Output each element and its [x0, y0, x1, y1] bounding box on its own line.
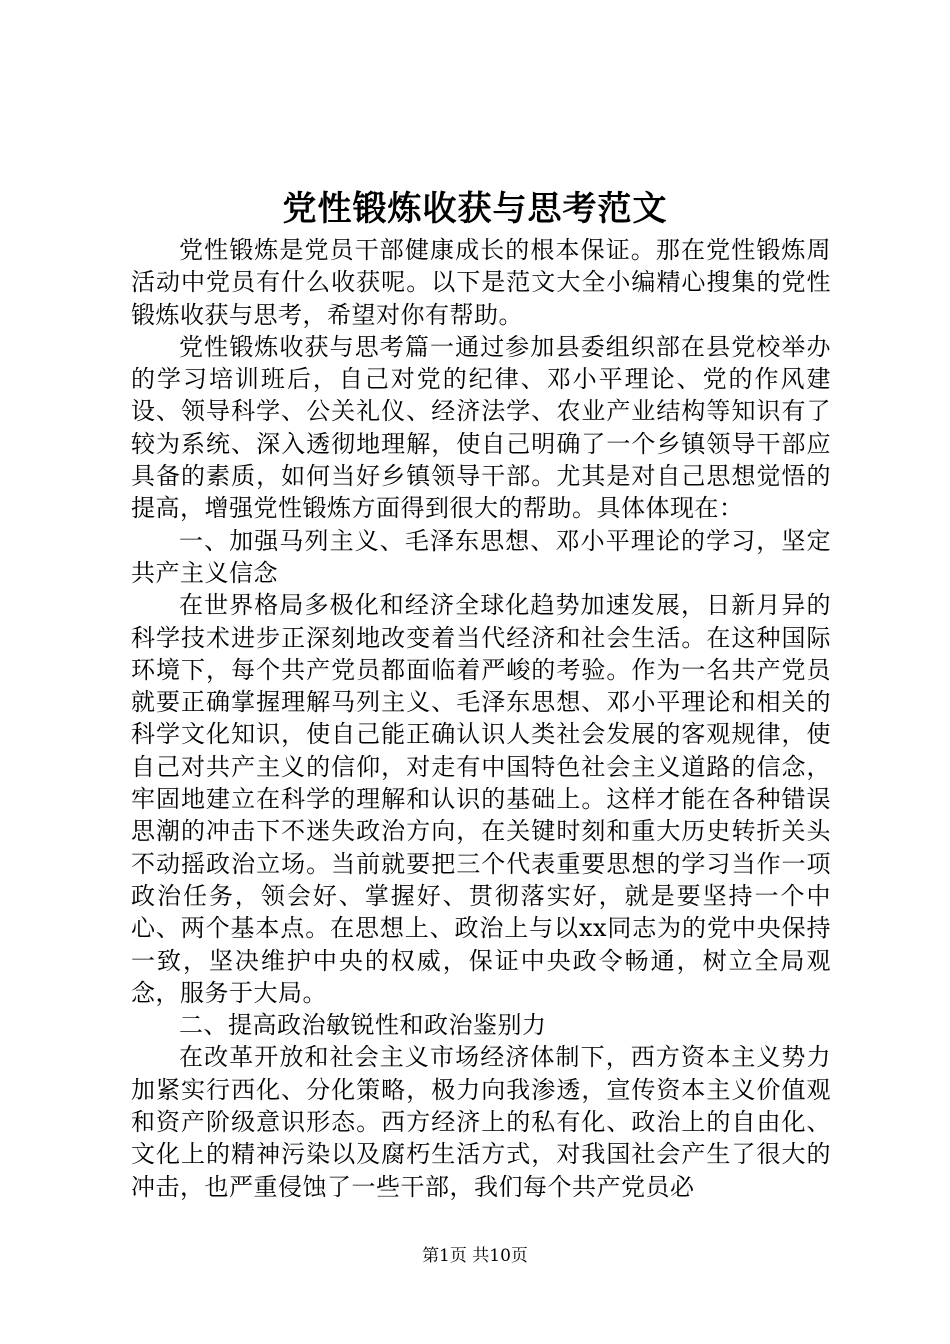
paragraph-intro: 党性锻炼是党员干部健康成长的根本保证。那在党性锻炼周活动中党员有什么收获呢。以下是范文大全小编精心搜集的党性锻炼收获与思考，希望对你有帮助。	[131, 236, 831, 329]
document-title: 党性锻炼收获与思考范文	[282, 189, 668, 229]
page-number-footer: 第1页 共10页	[422, 1246, 528, 1266]
section-heading-one: 一、加强马列主义、毛泽东思想、邓小平理论的学习，坚定共产主义信念	[131, 526, 831, 587]
paragraph-section-two: 在改革开放和社会主义市场经济体制下，西方资本主义势力加紧实行西化、分化策略，极力向我渗透，宣传资本主义价值观和资产阶级意识形态。西方经济上的私有化、政治上的自由化、文化上的精神污染以及腐朽生活方式，对我国社会产生了很大的冲击，也严重侵蚀了一些干部，我们每个共产党员必	[131, 1043, 831, 1201]
paragraph-section-one: 在世界格局多极化和经济全球化趋势加速发展，日新月异的科学技术进步正深刻地改变着当代经济和社会生活。在这种国际环境下，每个共产党员都面临着严峻的考验。作为一名共产党员就要正确掌握理解马列主义、毛泽东思想、邓小平理论和相关的科学文化知识，使自己能正确认识人类社会发展的客观规律，使自己对共产主义的信仰，对走有中国特色社会主义道路的信念，牢固地建立在科学的理解和认识的基础上。这样才能在各种错误思潮的冲击下不迷失政治方向，在关键时刻和重大历史转折关头不动摇政治立场。当前就要把三个代表重要思想的学习当作一项政治任务，领会好、掌握好、贯彻落实好，就是要坚持一个中心、两个基本点。在思想上、政治上与以xx同志为的党中央保持一致，坚决维护中央的权威，保证中央政令畅通，树立全局观念，服务于大局。	[131, 591, 831, 1007]
section-heading-two: 二、提高政治敏锐性和政治鉴别力	[179, 1011, 547, 1040]
paragraph-part-one: 党性锻炼收获与思考篇一通过参加县委组织部在县党校举办的学习培训班后，自己对党的纪律、邓小平理论、党的作风建设、领导科学、公关礼仪、经济法学、农业产业结构等知识有了较为系统、深入透彻地理解，使自己明确了一个乡镇领导干部应具备的素质，如何当好乡镇领导干部。尤其是对自己思想觉悟的提高，增强党性锻炼方面得到很大的帮助。具体体现在：	[131, 332, 831, 523]
document-body	[131, 234, 831, 1203]
